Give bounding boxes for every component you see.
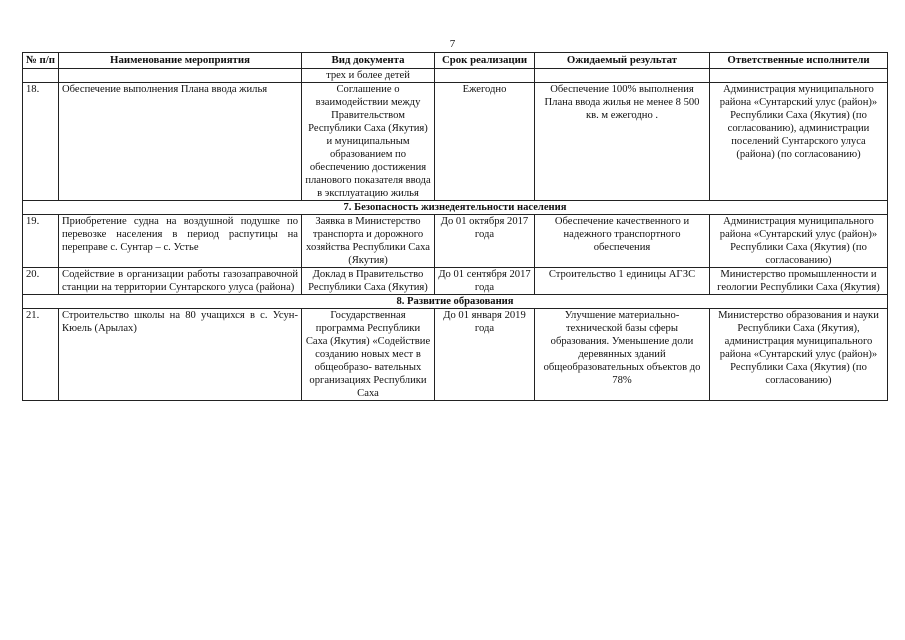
responsible: Администрация муниципального района «Сунтарский улус (район)» Республики Саха (Якутия) (по согласованию), администрации поселений Сунтарского улуса (района) (по согласованию) <box>710 83 888 201</box>
row-number: 20. <box>23 268 59 295</box>
term: До 01 января 2019 года <box>435 309 535 401</box>
table-row <box>23 83 888 201</box>
document-type: Соглашение о взаимодействии между Правительством Республики Саха (Якутия) и муниципальным образованием по обеспечению достижения планового показателя ввода в эксплуатацию жилья <box>302 83 435 201</box>
document-type: Заявка в Министерство транспорта и дорожного хозяйства Республики Саха (Якутия) <box>302 215 435 268</box>
header-document-type: Вид документа <box>302 53 435 69</box>
expected-result: Обеспечение 100% выполнения Плана ввода жилья не менее 8 500 кв. м ежегодно . <box>535 83 710 201</box>
expected-result: Обеспечение качественного и надежного транспортного обеспечения <box>535 215 710 268</box>
header-responsible: Ответственные исполнители <box>710 53 888 69</box>
header-number: № п/п <box>23 53 59 69</box>
document-type: Доклад в Правительство Республики Саха (Якутия) <box>302 268 435 295</box>
header-expected-result: Ожидаемый результат <box>535 53 710 69</box>
continuation-row <box>23 69 888 83</box>
table-header-row <box>23 53 888 69</box>
table-row <box>23 215 888 268</box>
section-heading-row <box>23 201 888 215</box>
expected-result: Строительство 1 единицы АГЗС <box>535 268 710 295</box>
section-heading-row <box>23 295 888 309</box>
responsible: Министерство промышленности и геологии Республики Саха (Якутия) <box>710 268 888 295</box>
continuation-doc: трех и более детей <box>302 69 435 83</box>
events-table <box>22 52 888 401</box>
header-event-name: Наименование мероприятия <box>59 53 302 69</box>
header-term: Срок реализации <box>435 53 535 69</box>
expected-result: Улучшение материально- технической базы сферы образования. Уменьшение доли деревянных зданий общеобразовательных объектов до 78% <box>535 309 710 401</box>
row-number: 21. <box>23 309 59 401</box>
section-title: 8. Развитие образования <box>23 295 888 309</box>
table-row <box>23 309 888 401</box>
term: Ежегодно <box>435 83 535 201</box>
event-name: Строительство школы на 80 учащихся в с. Усун-Кюель (Арылах) <box>59 309 302 401</box>
page-number: 7 <box>449 38 456 50</box>
term: До 01 октября 2017 года <box>435 215 535 268</box>
term: До 01 сентября 2017 года <box>435 268 535 295</box>
row-number: 18. <box>23 83 59 201</box>
row-number: 19. <box>23 215 59 268</box>
event-name: Приобретение судна на воздушной подушке по перевозке населения в период распутицы на переправе с. Сунтар – с. Устье <box>59 215 302 268</box>
responsible: Администрация муниципального района «Сунтарский улус (район)» Республики Саха (Якутия) (по согласованию) <box>710 215 888 268</box>
event-name: Содействие в организации работы газозаправочной станции на территории Сунтарского улуса (района) <box>59 268 302 295</box>
responsible: Министерство образования и науки Республики Саха (Якутия), администрация муниципального района «Сунтарский улус (район)» Республики Саха (Якутия) (по согласованию) <box>710 309 888 401</box>
document-type: Государственная программа Республики Саха (Якутия) «Содействие созданию новых мест в общеобразо- вательных организациях Республики Саха <box>302 309 435 401</box>
table-row <box>23 268 888 295</box>
section-title: 7. Безопасность жизнедеятельности населения <box>23 201 888 215</box>
event-name: Обеспечение выполнения Плана ввода жилья <box>59 83 302 201</box>
